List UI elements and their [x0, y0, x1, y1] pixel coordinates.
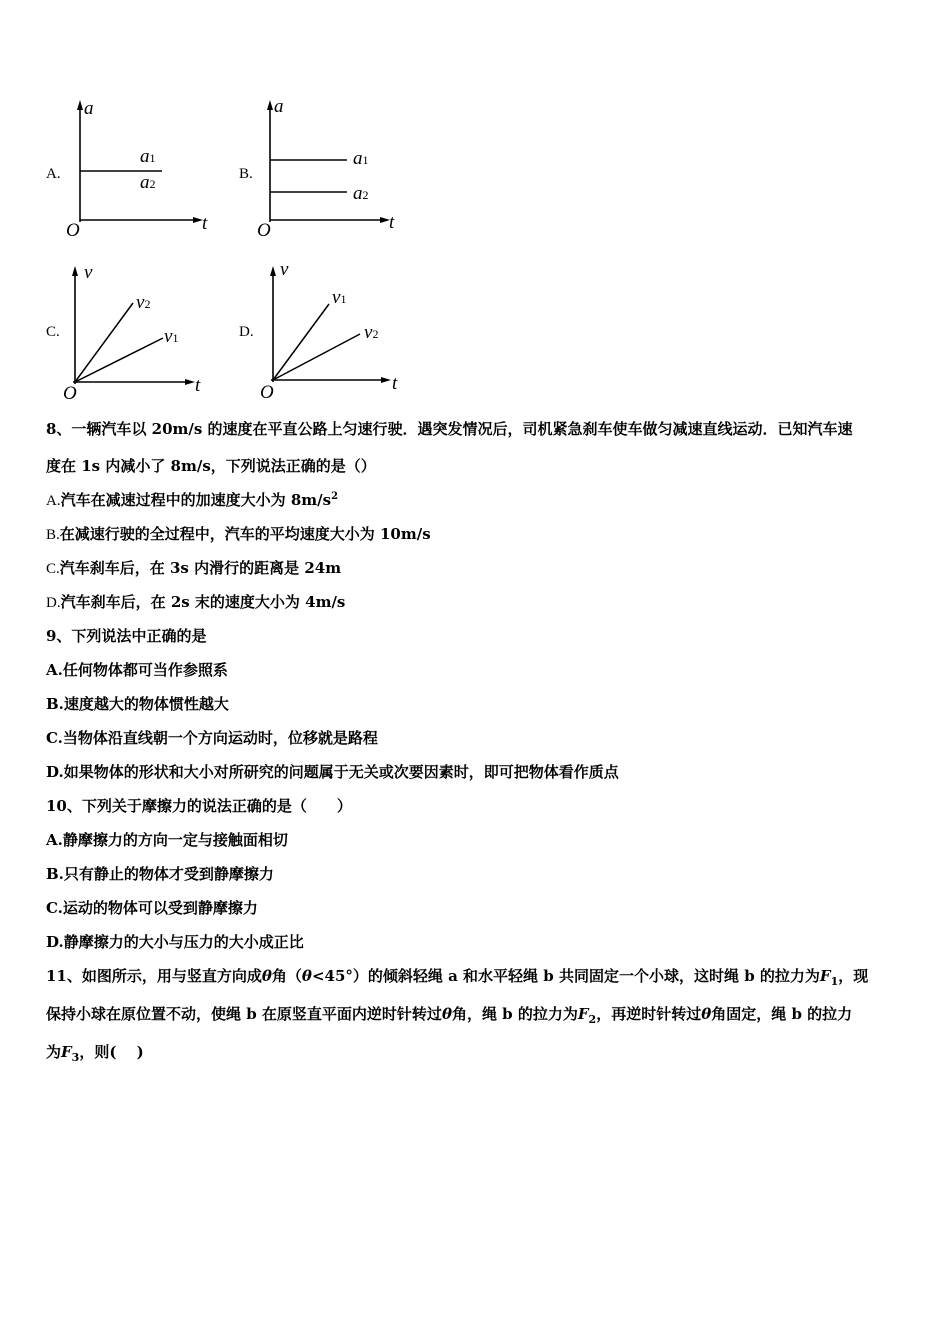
y-axis-arrow — [77, 100, 83, 110]
x-axis-arrow — [381, 377, 391, 383]
y-axis-label: v — [280, 259, 289, 280]
y-axis-arrow — [267, 100, 273, 110]
y-axis-label: a — [274, 96, 284, 117]
origin-label: O — [257, 220, 271, 241]
series-label-a1: a1 — [353, 148, 369, 169]
option-a-label: A. — [46, 166, 61, 182]
q8-option-c: C.汽车刹车后，在 3s 内滑行的距离是 24m — [46, 559, 342, 577]
x-axis-arrow — [185, 379, 195, 385]
x-axis-label: t — [392, 373, 398, 394]
q8-option-d: D.汽车刹车后，在 2s 末的速度大小为 4m/s — [46, 593, 346, 611]
graph-d — [256, 260, 456, 410]
q11-stem-line3: 为$F_3$，则( ) — [46, 1043, 144, 1064]
series-label-v1: v1 — [164, 326, 179, 347]
series-line-v1 — [75, 338, 163, 382]
q9-option-b: B.速度越大的物体惯性越大 — [46, 695, 229, 713]
q8-stem-line2: 度在 1s 内减小了 8m/s，下列说法正确的是（） — [46, 457, 376, 475]
q10-option-d: D.静摩擦力的大小与压力的大小成正比 — [46, 933, 304, 951]
q10-option-b: B.只有静止的物体才受到静摩擦力 — [46, 865, 274, 883]
x-axis-label: t — [202, 213, 208, 234]
y-axis-label: a — [84, 98, 94, 119]
series-label-v1: v1 — [332, 287, 347, 308]
series-label-a2: a2 — [353, 183, 369, 204]
q10-option-a: A.静摩擦力的方向一定与接触面相切 — [46, 831, 288, 849]
origin-label: O — [66, 220, 80, 241]
option-b-label: B. — [239, 166, 253, 182]
q8-option-b: B.在减速行驶的全过程中，汽车的平均速度大小为 10m/s — [46, 525, 431, 543]
q9-option-d: D.如果物体的形状和大小对所研究的问题属于无关或次要因素时，即可把物体看作质点 — [46, 763, 619, 781]
q10-option-c: C.运动的物体可以受到静摩擦力 — [46, 899, 258, 917]
x-axis-label: t — [389, 212, 395, 233]
graph-b — [252, 98, 452, 248]
series-line-v2 — [273, 334, 360, 380]
x-axis-label: t — [195, 375, 201, 396]
y-axis-arrow — [270, 266, 276, 276]
y-axis-label: v — [84, 262, 93, 283]
q8-stem-line1: 8、一辆汽车以 20m/s 的速度在平直公路上匀速行驶．遇突发情况后，司机紧急刹车使车做匀减速直线运动．已知汽车速 — [46, 420, 853, 438]
series-line-v2 — [75, 303, 133, 382]
y-axis-arrow — [72, 266, 78, 276]
origin-label: O — [260, 382, 274, 403]
series-label-v2: v2 — [364, 322, 379, 343]
q9-stem: 9、下列说法中正确的是 — [46, 627, 207, 645]
option-c-label: C. — [46, 324, 60, 340]
graph-c — [58, 262, 258, 412]
q11-stem-line1: 11、如图所示，用与竖直方向成θ角（θ<45°）的倾斜轻绳 a 和水平轻绳 b 共同固定一个小球，这时绳 b 的拉力为$F_1$，现 — [46, 967, 869, 988]
series-label-a1: a1 — [140, 146, 156, 167]
origin-label: O — [63, 383, 77, 404]
graph-a — [62, 98, 262, 248]
q10-stem: 10、下列关于摩擦力的说法正确的是（ ） — [46, 797, 352, 815]
q9-option-c: C.当物体沿直线朝一个方向运动时，位移就是路程 — [46, 729, 378, 747]
series-line-v1 — [273, 304, 329, 380]
q8-option-a: A.汽车在减速过程中的加速度大小为 $8m/s^2$ — [46, 491, 339, 509]
option-d-label: D. — [239, 324, 254, 340]
q9-option-a: A.任何物体都可当作参照系 — [46, 661, 228, 679]
q11-stem-line2: 保持小球在原位置不动，使绳 b 在原竖直平面内逆时针转过θ角，绳 b 的拉力为$F_2$，再逆时针转过θ角固定，绳 b 的拉力 — [46, 1005, 853, 1026]
series-label-v2: v2 — [136, 292, 151, 313]
series-label-a2: a2 — [140, 172, 156, 193]
